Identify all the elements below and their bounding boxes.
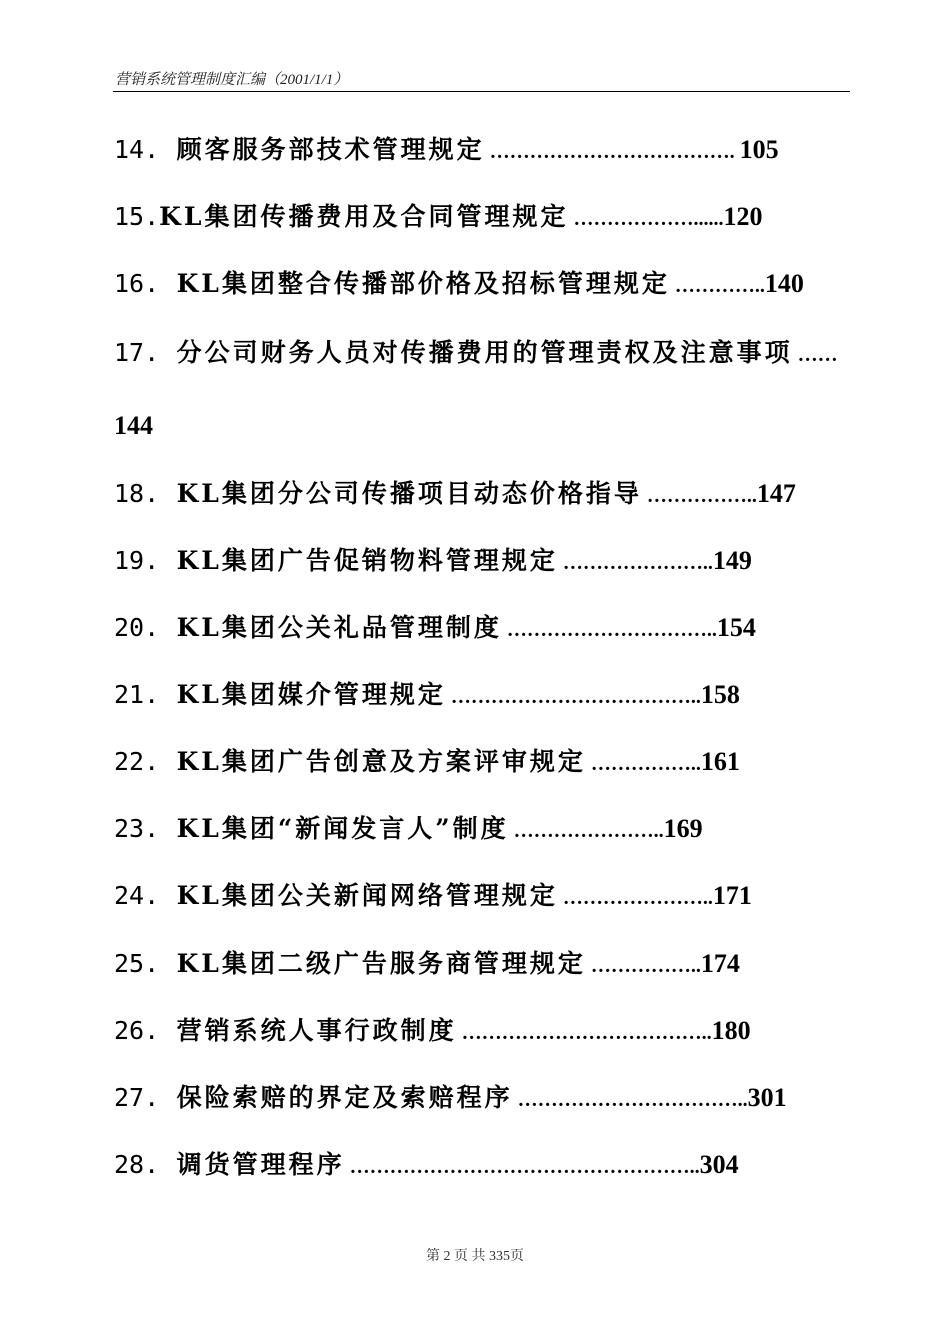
page-number-text: 第 2 页 共 335页: [426, 1249, 524, 1264]
toc-entry[interactable]: [114, 879, 752, 913]
toc-entry-page: 120: [723, 202, 763, 231]
toc-entry-title: KL集团传播费用及合同管理规定: [159, 202, 569, 231]
toc-entry[interactable]: [114, 1014, 751, 1048]
toc-entry-dots: …………………..: [508, 820, 664, 842]
toc-entry-page: 105: [739, 135, 779, 164]
toc-entry-dots: ……………………………….: [484, 141, 740, 163]
toc-entry[interactable]: [114, 1148, 739, 1182]
toc-entry-number: 26.: [114, 1016, 160, 1045]
toc-entry-title: KL集团公关新闻网络管理规定: [176, 881, 558, 910]
header-title: 营销系统管理制度汇编（2001/1/1）: [115, 72, 349, 88]
toc-entry-dots: ……………..: [641, 485, 757, 507]
toc-entry-title: KL集团二级广告服务商管理规定: [176, 949, 586, 978]
toc-entry-dots: ……: [792, 344, 838, 366]
toc-entry-page: 144: [114, 411, 153, 440]
toc-entry-number: 20.: [114, 613, 160, 642]
toc-entry-dots: ……………………………..: [512, 1089, 748, 1111]
toc-entry-number: 22.: [114, 747, 160, 776]
toc-entry-number: 16.: [114, 269, 160, 298]
toc-entry-page: 304: [699, 1150, 739, 1179]
toc-entry-dots: ……………..: [585, 753, 701, 775]
toc-entry-page: 154: [716, 613, 756, 642]
toc-entry-title: KL集团广告促销物料管理规定: [176, 546, 558, 575]
toc-entry-dots: ……………..: [585, 955, 701, 977]
toc-entry-number: 19.: [114, 546, 160, 575]
toc-entry[interactable]: [114, 200, 762, 234]
toc-entry-number: 27.: [114, 1083, 160, 1112]
toc-entry-number: 15.: [114, 202, 160, 231]
toc-entry[interactable]: [114, 812, 703, 846]
toc-entry-dots: …………………………..: [501, 619, 717, 641]
toc-entry-page: 174: [700, 949, 740, 978]
toc-entry-continuation[interactable]: [114, 409, 153, 443]
toc-entry[interactable]: [114, 611, 756, 645]
toc-entry[interactable]: [114, 678, 740, 712]
page-footer: [0, 1245, 950, 1265]
toc-entry-title: KL集团公关礼品管理制度: [176, 613, 502, 642]
toc-entry[interactable]: [114, 477, 796, 511]
toc-entry-dots: …………..: [669, 275, 765, 297]
toc-entry-page: 180: [711, 1016, 751, 1045]
toc-entry-dots: …………………..: [557, 887, 713, 909]
toc-entry-number: 24.: [114, 881, 160, 910]
toc-entry-title: KL集团分公司传播项目动态价格指导: [176, 479, 642, 508]
toc-entry-page: 158: [700, 680, 740, 709]
toc-entry[interactable]: [114, 267, 804, 301]
toc-entry-page: 171: [712, 881, 752, 910]
toc-entry[interactable]: [114, 133, 779, 167]
toc-entry-dots: …………………..: [557, 552, 713, 574]
toc-entry-dots: ………………………………..: [445, 686, 701, 708]
toc-entry[interactable]: [114, 336, 838, 370]
toc-entry[interactable]: [114, 745, 740, 779]
toc-entry-title: 分公司财务人员对传播费用的管理责权及注意事项: [176, 338, 793, 367]
toc-entry-number: 25.: [114, 949, 160, 978]
toc-entry-page: 140: [764, 269, 804, 298]
toc-entry-page: 149: [712, 546, 752, 575]
toc-entry-number: 17.: [114, 338, 160, 367]
toc-entry-title: KL集团广告创意及方案评审规定: [176, 747, 586, 776]
toc-entry-page: 147: [756, 479, 796, 508]
toc-entry-number: 21.: [114, 680, 160, 709]
toc-entry-number: 28.: [114, 1150, 160, 1179]
toc-entry-title: KL集团媒介管理规定: [176, 680, 446, 709]
toc-entry-page: 301: [747, 1083, 787, 1112]
toc-entry-title: 保险索赔的界定及索赔程序: [176, 1083, 513, 1112]
toc-entry-number: 23.: [114, 814, 160, 843]
toc-entry-number: 14.: [114, 135, 160, 164]
toc-entry-page: 169: [663, 814, 703, 843]
toc-entry-title: KL集团整合传播部价格及招标管理规定: [176, 269, 670, 298]
toc-entry-title: 顾客服务部技术管理规定: [176, 135, 485, 164]
page-header: [113, 64, 850, 92]
toc-entry-title: KL集团“新闻发言人”制度: [176, 814, 509, 843]
toc-entry-dots: ………………......: [568, 208, 724, 230]
toc-entry-page: 161: [700, 747, 740, 776]
toc-entry-number: 18.: [114, 479, 160, 508]
toc-entry-title: 营销系统人事行政制度: [176, 1016, 457, 1045]
toc-entry[interactable]: [114, 1081, 787, 1115]
toc-entry[interactable]: [114, 947, 740, 981]
toc-entry-dots: ………………………………..: [456, 1022, 712, 1044]
toc-entry-dots: ……………………………………………..: [344, 1156, 700, 1178]
toc-entry-title: 调货管理程序: [176, 1150, 345, 1179]
toc-entry[interactable]: [114, 544, 752, 578]
